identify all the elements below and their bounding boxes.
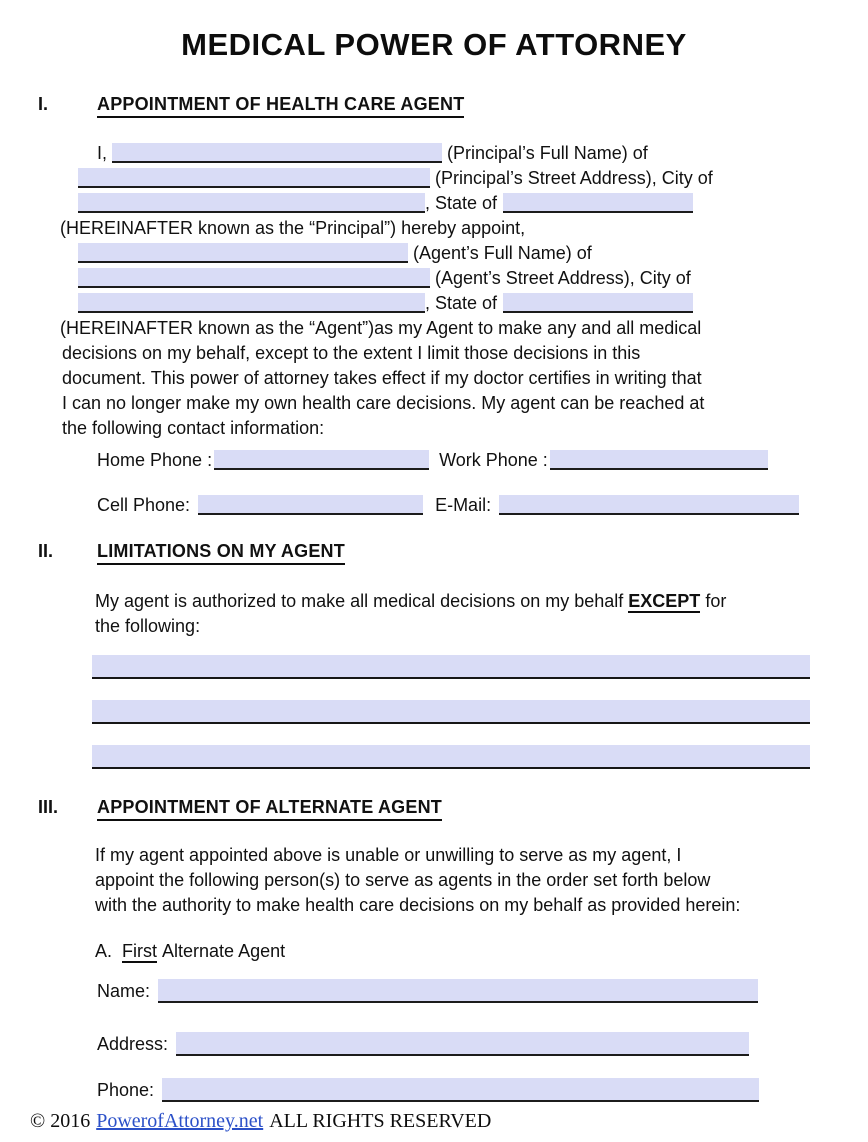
copyright-text: © 2016 bbox=[30, 1110, 91, 1132]
section-3-numeral: III. bbox=[38, 797, 59, 817]
work-phone-field[interactable] bbox=[550, 450, 768, 470]
agent-address-line bbox=[60, 266, 868, 291]
hereinafter-principal-line: (HEREINAFTER known as the “Principal”) hereby appoint, bbox=[60, 218, 526, 238]
limitations-body-line-2: the following: bbox=[95, 616, 201, 636]
limitations-line-2-field[interactable] bbox=[92, 700, 810, 724]
first-alternate-name-field[interactable] bbox=[158, 979, 758, 1003]
alternate-body-line-3: with the authority to make health care decisions on my behalf as provided herein: bbox=[95, 895, 741, 915]
principal-city-field[interactable] bbox=[78, 193, 425, 213]
paragraph-line-10: document. This power of attorney takes effect if my doctor certifies in writing that bbox=[62, 368, 702, 388]
home-phone-label: Home Phone : bbox=[97, 450, 213, 470]
page-title: MEDICAL POWER OF ATTORNEY bbox=[181, 27, 687, 62]
cell-phone-field[interactable] bbox=[198, 495, 423, 515]
section-2-heading: LIMITATIONS ON MY AGENT bbox=[97, 540, 345, 565]
section-1-numeral: I. bbox=[38, 94, 49, 114]
line5-post-text: (Agent’s Full Name) of bbox=[413, 243, 592, 263]
alternate-agent-paragraph bbox=[0, 843, 868, 918]
alternate-name-row bbox=[0, 978, 868, 1004]
section-3-heading: APPOINTMENT OF ALTERNATE AGENT bbox=[97, 796, 442, 821]
alt-a-prefix: A. bbox=[95, 941, 113, 961]
email-field[interactable] bbox=[499, 495, 799, 515]
limitations-paragraph bbox=[0, 589, 868, 639]
hereinafter-agent-line: (HEREINAFTER known as the “Agent”)as my Agent to make any and all medical bbox=[60, 318, 702, 338]
copyright-footer bbox=[0, 1110, 868, 1133]
principal-city-state-line bbox=[60, 191, 868, 216]
section-2-numeral: II. bbox=[38, 541, 54, 561]
principal-full-name-field[interactable] bbox=[112, 143, 442, 163]
alternate-body-line-1: If my agent appointed above is unable or unwilling to serve as my agent, I bbox=[95, 845, 682, 865]
email-label: E-Mail: bbox=[435, 495, 492, 515]
name-label: Name: bbox=[97, 981, 151, 1001]
line2-post-text: (Principal’s Street Address), City of bbox=[435, 168, 713, 188]
alternate-phone-row bbox=[0, 1077, 868, 1103]
rights-text: ALL RIGHTS RESERVED bbox=[269, 1110, 492, 1132]
alt-a-rest: Alternate Agent bbox=[162, 941, 286, 961]
agent-full-name-field[interactable] bbox=[78, 243, 408, 263]
limitations-blank-lines bbox=[0, 655, 868, 769]
phone-row-1 bbox=[0, 448, 868, 473]
agent-city-state-line bbox=[60, 291, 868, 316]
limitations-pre-text: My agent is authorized to make all medical decisions on my behalf bbox=[95, 591, 624, 611]
section-1-heading-row bbox=[0, 93, 868, 118]
home-phone-field[interactable] bbox=[214, 450, 429, 470]
limitations-line-1-field[interactable] bbox=[92, 655, 810, 679]
agent-state-field[interactable] bbox=[503, 293, 693, 313]
alternate-body-line-2: appoint the following person(s) to serve as agents in the order set forth below bbox=[95, 870, 711, 890]
paragraph-line-11: I can no longer make my own health care decisions. My agent can be reached at bbox=[62, 393, 705, 413]
work-phone-label: Work Phone : bbox=[439, 450, 548, 470]
section-1-heading: APPOINTMENT OF HEALTH CARE AGENT bbox=[97, 93, 464, 118]
line7-mid-text: , State of bbox=[425, 293, 498, 313]
section-3-heading-row bbox=[0, 796, 868, 821]
alternate-address-row bbox=[0, 1031, 868, 1057]
appointment-paragraph bbox=[0, 141, 868, 441]
first-alternate-phone-field[interactable] bbox=[162, 1078, 759, 1102]
paragraph-line-12: the following contact information: bbox=[62, 418, 325, 438]
principal-street-address-field[interactable] bbox=[78, 168, 430, 188]
address-label: Address: bbox=[97, 1034, 169, 1054]
cell-phone-label: Cell Phone: bbox=[97, 495, 191, 515]
alt-a-first-underlined: First bbox=[122, 941, 158, 961]
limitations-body-line-1 bbox=[95, 589, 868, 614]
agent-street-address-field[interactable] bbox=[78, 268, 430, 288]
first-alternate-subheading bbox=[0, 939, 868, 964]
phone-row-2 bbox=[0, 493, 868, 518]
phone-label: Phone: bbox=[97, 1080, 155, 1100]
principal-state-field[interactable] bbox=[503, 193, 693, 213]
agent-name-line bbox=[60, 241, 868, 266]
line6-post-text: (Agent’s Street Address), City of bbox=[435, 268, 691, 288]
section-2-heading-row bbox=[0, 540, 868, 565]
principal-name-line bbox=[60, 141, 868, 166]
limitations-post-text: for bbox=[705, 591, 727, 611]
first-alternate-address-field[interactable] bbox=[176, 1032, 749, 1056]
line1-post-text: (Principal’s Full Name) of bbox=[447, 143, 648, 163]
line3-mid-text: , State of bbox=[425, 193, 498, 213]
powerofattorney-link[interactable]: PowerofAttorney.net bbox=[96, 1110, 264, 1132]
principal-address-line bbox=[60, 166, 868, 191]
limitations-line-3-field[interactable] bbox=[92, 745, 810, 769]
paragraph-line-9: decisions on my behalf, except to the extent I limit those decisions in this bbox=[62, 343, 641, 363]
except-emphasis: EXCEPT bbox=[628, 591, 701, 611]
line1-pre-text: I, bbox=[97, 143, 108, 163]
agent-city-field[interactable] bbox=[78, 293, 425, 313]
